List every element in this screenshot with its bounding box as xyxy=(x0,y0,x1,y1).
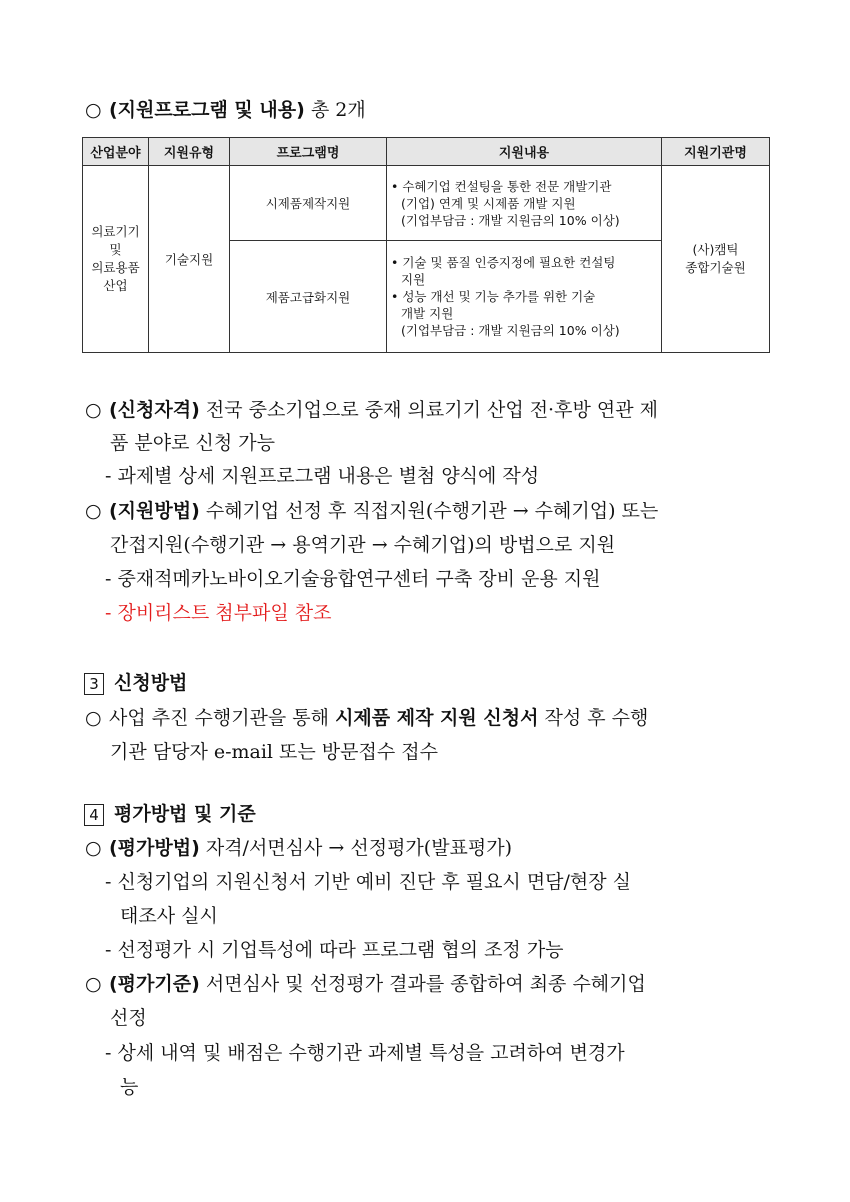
programs-count: 총 2개 xyxy=(310,99,366,121)
eligibility-line1 xyxy=(85,397,658,423)
section-number-box: 4 xyxy=(84,804,104,826)
section3-line1: ○ 사업 추진 수행기관을 통해 시제품 제작 지원 신청서 작성 후 수행 xyxy=(85,707,649,729)
method-sub1: - 중재적메카노바이오기술융합연구센터 구축 장비 운용 지원 xyxy=(105,568,601,590)
bullet-circle: ○ xyxy=(85,500,102,522)
table-header: 지원내용 xyxy=(387,138,662,166)
eval-sub1a: - 신청기업의 지원신청서 기반 예비 진단 후 필요시 면담/현장 실 xyxy=(105,871,632,893)
eligibility-sub: - 과제별 상세 지원프로그램 내용은 별첨 양식에 작성 xyxy=(105,465,540,487)
bullet-circle: ○ xyxy=(85,973,102,995)
eval-criteria-sub1a: - 상세 내역 및 배점은 수행기관 과제별 특성을 고려하여 변경가 xyxy=(105,1042,625,1064)
program-name-cell: 시제품제작지원 xyxy=(230,166,387,241)
section3-line2: 기관 담당자 e-mail 또는 방문접수 접수 xyxy=(110,741,438,763)
program-content-cell: • 기술 및 품질 인증지정에 필요한 컨설팅 지원 • 성능 개선 및 기능 추가를 위한 기술 개발 지원 (기업부담금 : 개발 지원금의 10% 이상) xyxy=(387,241,662,353)
programs-title: (지원프로그램 및 내용) xyxy=(109,99,305,121)
section-number-box: 3 xyxy=(84,673,104,695)
agency-cell: (사)캠틱 종합기술원 xyxy=(662,166,770,353)
eligibility-line2: 품 분야로 신청 가능 xyxy=(110,432,275,454)
table-header: 프로그램명 xyxy=(230,138,387,166)
eval-method-title: (평가방법) xyxy=(109,837,200,859)
industry-cell: 의료기기 및 의료용품 산업 xyxy=(83,166,149,353)
eval-method-line: ○ (평가방법) 자격/서면심사 → 선정평가(발표평가) xyxy=(85,837,513,859)
eval-criteria-title: (평가기준) xyxy=(109,973,200,995)
bullet-circle: ○ xyxy=(85,99,102,121)
program-content-cell: • 수혜기업 컨설팅을 통한 전문 개발기관 (기업) 연계 및 시제품 개발 지원 (기업부담금 : 개발 지원금의 10% 이상) xyxy=(387,166,662,241)
table-header: 지원기관명 xyxy=(662,138,770,166)
application-form-name: 시제품 제작 지원 신청서 xyxy=(335,707,539,729)
method-title: (지원방법) xyxy=(109,500,200,522)
eval-criteria-line2: 선정 xyxy=(110,1007,147,1029)
eligibility-text: 전국 중소기업으로 중재 의료기기 산업 전·후방 연관 제 xyxy=(205,399,658,421)
method-sub2: - 장비리스트 첨부파일 참조 xyxy=(105,602,332,624)
section4-title: 평가방법 및 기준 xyxy=(114,803,256,825)
eval-criteria-sub1b: 능 xyxy=(120,1076,139,1098)
programs-heading xyxy=(85,97,366,123)
eval-criteria-line1: ○ (평가기준) 서면심사 및 선정평가 결과를 종합하여 최종 수혜기업 xyxy=(85,973,646,995)
section4-heading xyxy=(84,801,256,827)
bullet-circle: ○ xyxy=(85,837,102,859)
support-type-cell: 기술지원 xyxy=(149,166,230,353)
method-line2: 간접지원(수행기관 → 용역기관 → 수혜기업)의 방법으로 지원 xyxy=(110,534,616,556)
program-table xyxy=(82,137,770,353)
section3-heading xyxy=(84,670,187,696)
section3-title: 신청방법 xyxy=(114,672,188,694)
eval-sub1b: 태조사 실시 xyxy=(120,905,218,927)
bullet-circle: ○ xyxy=(85,707,102,729)
method-text: 수혜기업 선정 후 직접지원(수행기관 → 수혜기업) 또는 xyxy=(205,500,659,522)
bullet-circle: ○ xyxy=(85,399,102,421)
table-header: 지원유형 xyxy=(149,138,230,166)
method-line1 xyxy=(85,498,658,524)
program-name-cell: 제품고급화지원 xyxy=(230,241,387,353)
eval-sub2: - 선정평가 시 기업특성에 따라 프로그램 협의 조정 가능 xyxy=(105,939,564,961)
table-header: 산업분야 xyxy=(83,138,149,166)
eligibility-title: (신청자격) xyxy=(109,399,200,421)
